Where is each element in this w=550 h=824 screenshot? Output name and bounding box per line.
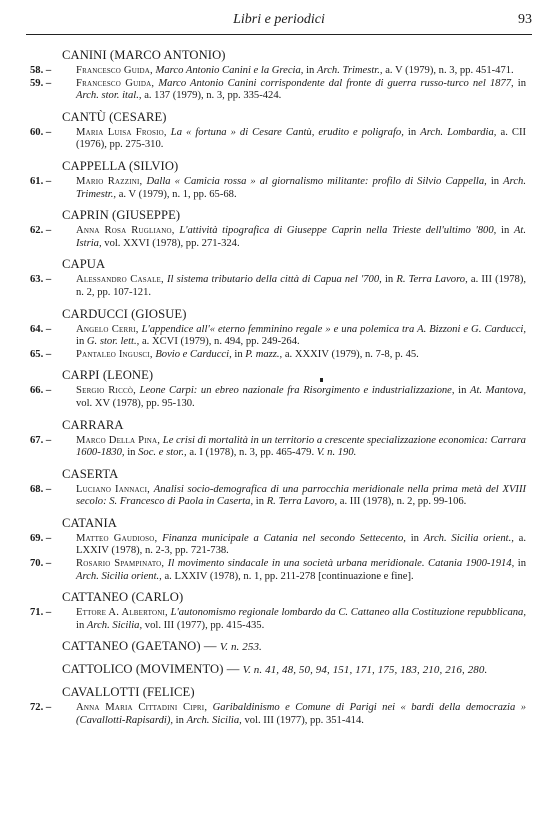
entry-number: 63. –	[30, 274, 52, 286]
entry-author: Ettore A. Albertoni,	[76, 607, 168, 619]
entry-journal: Arch. Sicilia,	[86, 619, 143, 631]
bibliography-entry	[26, 65, 532, 78]
bibliography-section	[26, 685, 532, 727]
section-heading	[26, 662, 532, 678]
entry-number: 59. –	[30, 77, 52, 89]
entry-citation: vol. XV (1978), pp. 95-130.	[76, 397, 195, 409]
entry-connector: in	[127, 447, 136, 459]
bibliography-entry	[26, 484, 532, 509]
entry-author: Francesco Guida,	[76, 77, 155, 89]
section-heading	[26, 257, 532, 272]
entry-journal: At. Istria,	[76, 225, 527, 249]
entry-connector: in	[255, 496, 265, 508]
entry-title: L'autonomismo regionale lombardo da C. Cattaneo alla Costituzione repubblicana,	[170, 607, 526, 619]
entry-title: Marco Antonio Canini e la Grecia,	[155, 65, 304, 76]
entry-body	[76, 385, 526, 410]
section-heading-text: CAPRIN (GIUSEPPE)	[62, 208, 181, 223]
entry-author: Sergio Riccò,	[76, 385, 136, 397]
bibliography-section	[26, 159, 532, 201]
bibliography-list	[26, 48, 532, 735]
section-heading-text: CARDUCCI (GIOSUE)	[62, 306, 187, 321]
entry-title: Bovio e Carducci,	[155, 348, 232, 360]
bibliography-entry	[26, 324, 532, 349]
entry-connector: in	[517, 77, 526, 89]
entry-number: 68. –	[30, 483, 52, 495]
entry-number: 62. –	[30, 225, 52, 237]
section-heading	[26, 48, 532, 63]
entry-number: 61. –	[30, 175, 52, 187]
section-heading-text: CARRARA	[62, 417, 124, 432]
entry-author: Anna Maria Cittadini Cipri,	[76, 702, 208, 714]
bibliography-section	[26, 368, 532, 410]
section-heading-text: CASERTA	[62, 466, 119, 481]
entry-author: Pantaleo Ingusci,	[76, 348, 153, 360]
header-rule	[26, 34, 532, 35]
entry-title: Garibaldinismo e Comune di Parigi nei « bardi della democrazia » (Cavallotti-Rapisardi),	[76, 702, 527, 727]
running-head-title: Libri e periodici	[233, 12, 325, 27]
bibliography-section	[26, 257, 532, 299]
entry-journal: R. Terra Lavoro,	[396, 274, 468, 286]
bibliography-section	[26, 307, 532, 362]
entry-number: 72. –	[30, 702, 52, 714]
entry-citation: a. V (1979), n. 1, pp. 65-68.	[118, 188, 237, 200]
section-heading	[26, 368, 532, 383]
bibliography-section	[26, 516, 532, 583]
entry-journal: P. mazz.,	[245, 348, 283, 360]
entry-number: 60. –	[30, 126, 52, 138]
section-heading	[26, 467, 532, 482]
entry-body	[76, 324, 526, 349]
entry-connector: in	[458, 385, 467, 397]
entry-citation: vol. XXVI (1978), pp. 271-324.	[104, 237, 240, 249]
entry-journal: Arch. Lombardia,	[420, 126, 497, 138]
entry-citation: a. I (1978), n. 3, pp. 465-479.	[189, 447, 315, 459]
section-heading-text: CATTANEO (CARLO)	[62, 590, 184, 605]
entry-body	[76, 65, 526, 78]
bibliography-entry	[26, 274, 532, 299]
bibliography-entry	[26, 78, 532, 103]
entry-number: 64. –	[30, 323, 52, 335]
entry-body	[76, 78, 526, 103]
entry-body	[76, 702, 526, 727]
section-heading	[26, 516, 532, 531]
entry-title: L'appendice all'« eterno femminino regale » e una polemica tra A. Bizzoni e G. Carducci,	[141, 323, 526, 335]
section-heading-text: CARPI (LEONE)	[62, 368, 154, 383]
entry-connector: in	[517, 558, 527, 570]
entry-number: 70. –	[30, 558, 52, 570]
entry-body	[76, 127, 526, 152]
entry-citation: a. XCVI (1979), n. 494, pp. 249-264.	[141, 336, 300, 348]
entry-author: Angelo Cerri,	[76, 323, 139, 335]
entry-connector: in	[306, 65, 315, 76]
entry-title: Il sistema tributario della città di Capua nel '700,	[167, 274, 382, 286]
bibliography-entry	[26, 558, 532, 583]
bibliography-section	[26, 662, 532, 678]
bibliography-section	[26, 590, 532, 632]
section-heading-text: CATANIA	[62, 515, 117, 530]
entry-title: Finanza municipale a Catania nel secondo Settecento,	[162, 532, 406, 544]
entry-title: La « fortuna » di Cesare Cantù, erudito e poligrafo,	[170, 126, 404, 138]
bibliography-section	[26, 48, 532, 103]
entry-title: Il movimento sindacale in una società urbana meridionale. Catania 1900-1914,	[167, 558, 515, 570]
entry-author: Maria Luisa Frosio,	[76, 126, 167, 138]
section-cross-reference: V. n. 41, 48, 50, 94, 151, 171, 175, 183, 210, 216, 280.	[242, 664, 488, 677]
bibliography-entry	[26, 607, 532, 632]
entry-connector: in	[76, 619, 85, 631]
entry-journal: Arch. Trimestr.,	[76, 175, 526, 200]
entry-connector: in	[407, 126, 417, 138]
entry-number: 65. –	[30, 348, 52, 360]
entry-citation: a. III (1978), n. 2, pp. 107-121.	[76, 274, 526, 298]
bibliography-section	[26, 639, 532, 655]
section-heading-text: CATTOLICO (MOVIMENTO) —	[62, 662, 240, 677]
entry-number: 66. –	[30, 385, 52, 397]
entry-body	[76, 274, 526, 299]
entry-journal: Arch. Sicilia,	[186, 715, 242, 727]
bibliography-entry	[26, 225, 532, 250]
entry-citation: a. V (1979), n. 3, pp. 451-471.	[385, 65, 514, 76]
entry-citation: a. III (1978), n. 2, pp. 99-106.	[339, 496, 467, 508]
entry-author: Anna Rosa Rugliano,	[76, 225, 175, 237]
entry-author: Alessandro Casale,	[76, 274, 164, 286]
running-head	[26, 12, 532, 30]
entry-journal: Arch. Sicilia orient.,	[76, 570, 162, 582]
entry-number: 67. –	[30, 434, 52, 446]
section-heading-text: CAPUA	[62, 257, 106, 272]
entry-citation: vol. III (1977), pp. 415-435.	[144, 619, 265, 631]
bibliography-entry	[26, 533, 532, 558]
entry-connector: in	[384, 274, 394, 286]
entry-body	[76, 225, 526, 250]
bibliography-entry	[26, 349, 532, 362]
bibliography-entry	[26, 385, 532, 410]
entry-connector: in	[410, 532, 419, 544]
section-heading	[26, 110, 532, 125]
bibliography-entry	[26, 127, 532, 152]
section-heading	[26, 159, 532, 174]
entry-author: Mario Razzini,	[76, 175, 143, 187]
entry-body	[76, 533, 526, 558]
section-heading	[26, 418, 532, 433]
bibliography-entry	[26, 176, 532, 201]
entry-connector: in	[234, 348, 243, 360]
bibliography-section	[26, 110, 532, 152]
entry-connector: in	[501, 225, 510, 237]
entry-citation: a. LXXIV (1978), n. 1, pp. 211-278 [continuazione e fine].	[164, 570, 414, 582]
entry-journal: Soc. e stor.,	[138, 447, 187, 459]
stray-ink-mark	[320, 378, 323, 382]
entry-journal: Arch. stor. ital.,	[76, 90, 142, 102]
bibliography-entry	[26, 702, 532, 727]
entry-journal: Arch. Sicilia orient.,	[423, 532, 514, 544]
entry-connector: in	[76, 336, 85, 348]
section-heading	[26, 208, 532, 223]
section-heading-text: CATTANEO (GAETANO) —	[62, 639, 217, 654]
bibliography-section	[26, 208, 532, 250]
entry-citation: a. LXXIV (1978), n. 2-3, pp. 721-738.	[76, 532, 527, 557]
entry-title: L'attività tipografica di Giuseppe Caprin nella Trieste dell'ultimo '800,	[179, 225, 497, 237]
section-heading	[26, 685, 532, 700]
entry-number: 69. –	[30, 532, 52, 544]
entry-citation: vol. III (1977), pp. 351-414.	[244, 715, 364, 727]
entry-body	[76, 176, 526, 201]
entry-title: Le crisi di mortalità in un territorio a crescente specializzazione economica: Carrara 1600-1830,	[76, 434, 526, 459]
entry-author: Marco Della Pina,	[76, 434, 161, 446]
section-heading-text: CANINI (MARCO ANTONIO)	[62, 48, 226, 62]
entry-author: Matteo Gaudioso,	[76, 532, 158, 544]
entry-body	[76, 349, 526, 362]
section-heading	[26, 590, 532, 605]
entry-connector: in	[175, 715, 184, 727]
entry-journal: Arch. Trimestr.,	[317, 65, 383, 76]
section-heading	[26, 639, 532, 655]
entry-journal: R. Terra Lavoro,	[266, 496, 338, 508]
entry-title: Marco Antonio Canini corrispondente dal fronte di guerra russo-turco nel 1877,	[158, 77, 514, 89]
section-heading-text: CANTÙ (CESARE)	[62, 109, 167, 124]
entry-number: 58. –	[30, 65, 52, 76]
page-number: 93	[518, 12, 532, 27]
section-cross-reference: V. n. 253.	[219, 641, 262, 654]
entry-author: Luciano Iannaci,	[76, 483, 151, 495]
entry-title: Leone Carpi: un ebreo nazionale fra Risorgimento e industrializzazione,	[139, 385, 455, 397]
entry-citation: a. XXXIV (1979), n. 7-8, p. 45.	[284, 348, 419, 360]
entry-author: Rosario Spampinato,	[76, 558, 165, 570]
bibliography-section	[26, 418, 532, 460]
entry-title: Analisi socio-demografica di una parrocchia meridionale nella prima metà del XVIII secolo: S. Francesco di Paola in Caserta,	[76, 483, 526, 508]
entry-body	[76, 607, 526, 632]
entry-journal: G. stor. lett.,	[86, 336, 140, 348]
entry-body	[76, 558, 526, 583]
entry-citation: a. CII (1976), pp. 275-310.	[76, 126, 527, 151]
entry-see-also: V. n. 190.	[316, 447, 357, 459]
entry-body	[76, 484, 526, 509]
section-heading	[26, 307, 532, 322]
section-heading-text: CAPPELLA (SILVIO)	[62, 158, 179, 173]
entry-connector: in	[490, 175, 500, 187]
entry-body	[76, 435, 526, 460]
entry-journal: At. Mantova,	[470, 385, 526, 397]
entry-citation: a. 137 (1979), n. 3, pp. 335-424.	[144, 90, 282, 102]
entry-title: Dalla « Camicia rossa » al giornalismo militante: profilo di Silvio Cappella,	[146, 175, 487, 187]
entry-author: Francesco Guida,	[76, 65, 153, 76]
section-heading-text: CAVALLOTTI (FELICE)	[62, 685, 195, 700]
bibliography-entry	[26, 435, 532, 460]
entry-number: 71. –	[30, 607, 52, 619]
bibliography-section	[26, 467, 532, 509]
